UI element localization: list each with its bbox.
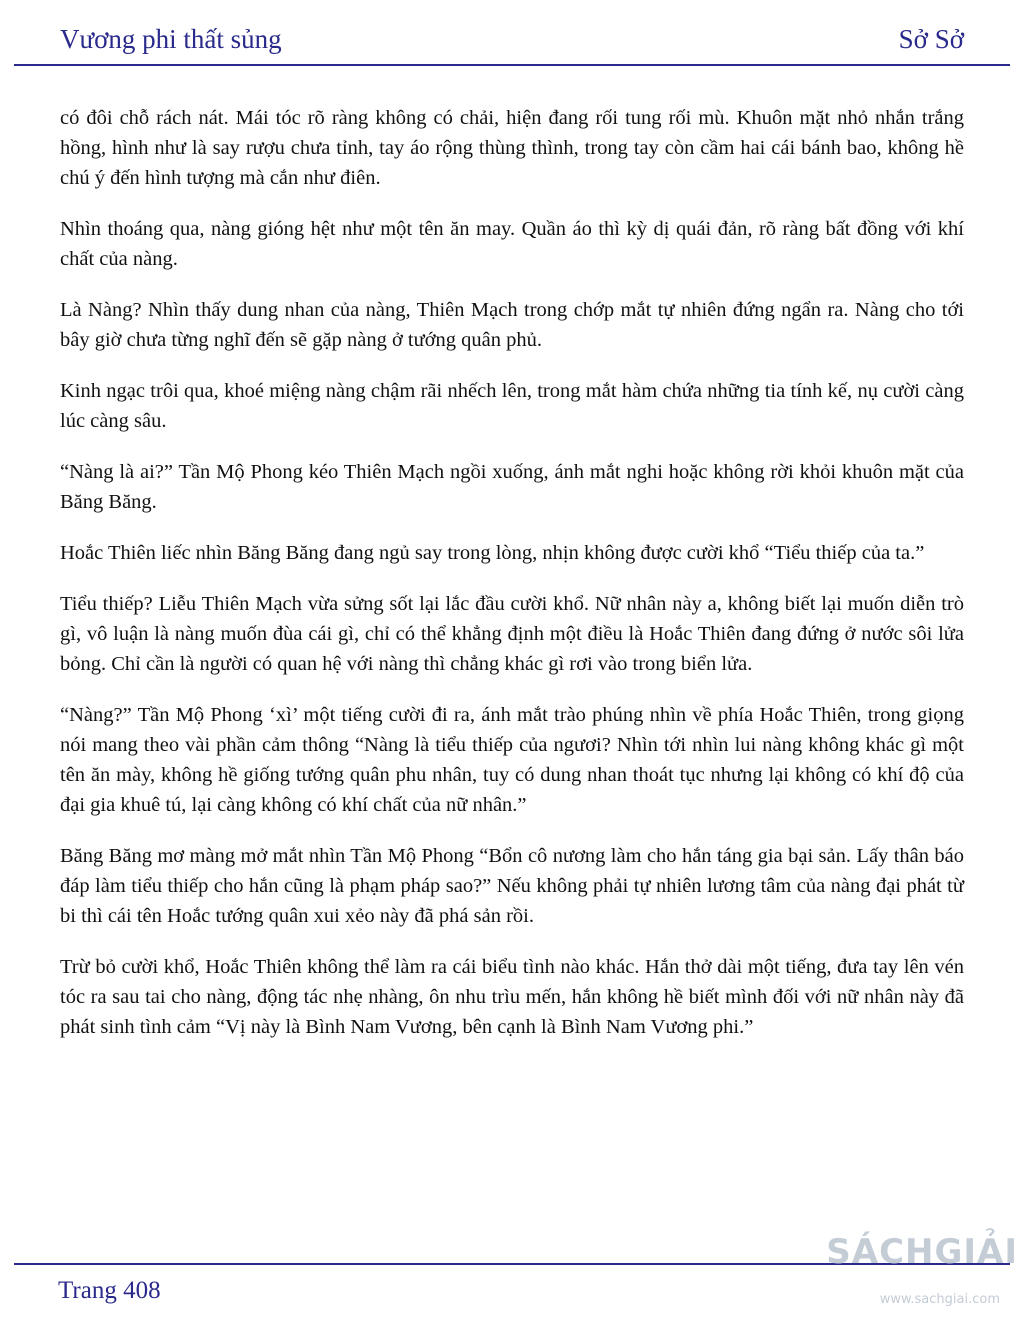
watermark-logo: SÁCHGIẢI [826,1232,1018,1272]
paragraph: Là Nàng? Nhìn thấy dung nhan của nàng, Thiên Mạch trong chớp mắt tự nhiên đứng ngẩn ra. Nàng cho tới bây giờ chưa từng nghĩ đến sẽ gặp nàng ở tướng quân phủ. [60,299,964,351]
paragraph: “Nàng là ai?” Tần Mộ Phong kéo Thiên Mạch ngồi xuống, ánh mắt nghi hoặc không rời khỏi khuôn mặt của Băng Băng. [60,461,964,513]
paragraph: Hoắc Thiên liếc nhìn Băng Băng đang ngủ say trong lòng, nhịn không được cười khổ “Tiểu thiếp của ta.” [60,542,925,564]
page-header [14,0,1010,66]
paragraph: Kinh ngạc trôi qua, khoé miệng nàng chậm rãi nhếch lên, trong mắt hàm chứa những tia tính kế, nụ cười càng lúc càng sâu. [60,380,964,432]
page-number: Trang 408 [58,1277,161,1304]
paragraph: Nhìn thoáng qua, nàng gióng hệt như một tên ăn may. Quần áo thì kỳ dị quái đản, rõ ràng bất đồng với khí chất của nàng. [60,218,964,270]
author-name: Sở Sở [898,24,964,54]
paragraph: Băng Băng mơ màng mở mắt nhìn Tần Mộ Phong “Bổn cô nương làm cho hắn táng gia bại sản. Lấy thân báo đáp làm tiểu thiếp cho hắn cũng là phạm pháp sao?” Nếu không phải tự nhiên lương tâm của nàng đại phát từ bi thì cái tên Hoắc tướng quân xui xẻo này đã phá sản rồi. [60,845,964,927]
page-body [60,103,964,1063]
paragraph: có đôi chỗ rách nát. Mái tóc rõ ràng không có chải, hiện đang rối tung rối mù. Khuôn mặt nhỏ nhắn trắng hồng, hình như là say rượu chưa tỉnh, tay áo rộng thùng thình, trong tay còn cầm hai cái bánh bao, không hề chú ý đến hình tượng mà cắn như điên. [60,107,964,189]
watermark [813,1226,1018,1316]
book-title: Vương phi thất sủng [60,24,282,54]
paragraph: “Nàng?” Tần Mộ Phong ‘xì’ một tiếng cười đi ra, ánh mắt trào phúng nhìn về phía Hoắc Thiên, trong giọng nói mang theo vài phần cảm thông “Nàng là tiểu thiếp của ngươi? Nhìn tới nhìn lui nàng không khác gì một tên ăn mày, không hề giống tướng quân phu nhân, tuy có dung nhan thoát tục nhưng lại không có khí độ của đại gia khuê tú, lại càng không có khí chất của nữ nhân.” [60,704,964,816]
watermark-url: www.sachgiai.com [879,1292,1000,1307]
paragraph: Tiểu thiếp? Liễu Thiên Mạch vừa sửng sốt lại lắc đầu cười khổ. Nữ nhân này a, không biết lại muốn diễn trò gì, vô luận là nàng muốn đùa cái gì, chỉ có thể khẳng định một điều là Hoắc Thiên đang đứng ở nước sôi lửa bỏng. Chỉ cần là người có quan hệ với nàng thì chẳng khác gì rơi vào trong biển lửa. [60,593,964,675]
paragraph: Trừ bỏ cười khổ, Hoắc Thiên không thể làm ra cái biểu tình nào khác. Hắn thở dài một tiếng, đưa tay lên vén tóc ra sau tai cho nàng, động tác nhẹ nhàng, ôn nhu trìu mến, hắn không hề biết mình đối với nữ nhân này đã phát sinh tình cảm “Vị này là Bình Nam Vương, bên cạnh là Bình Nam Vương phi.” [60,956,964,1038]
